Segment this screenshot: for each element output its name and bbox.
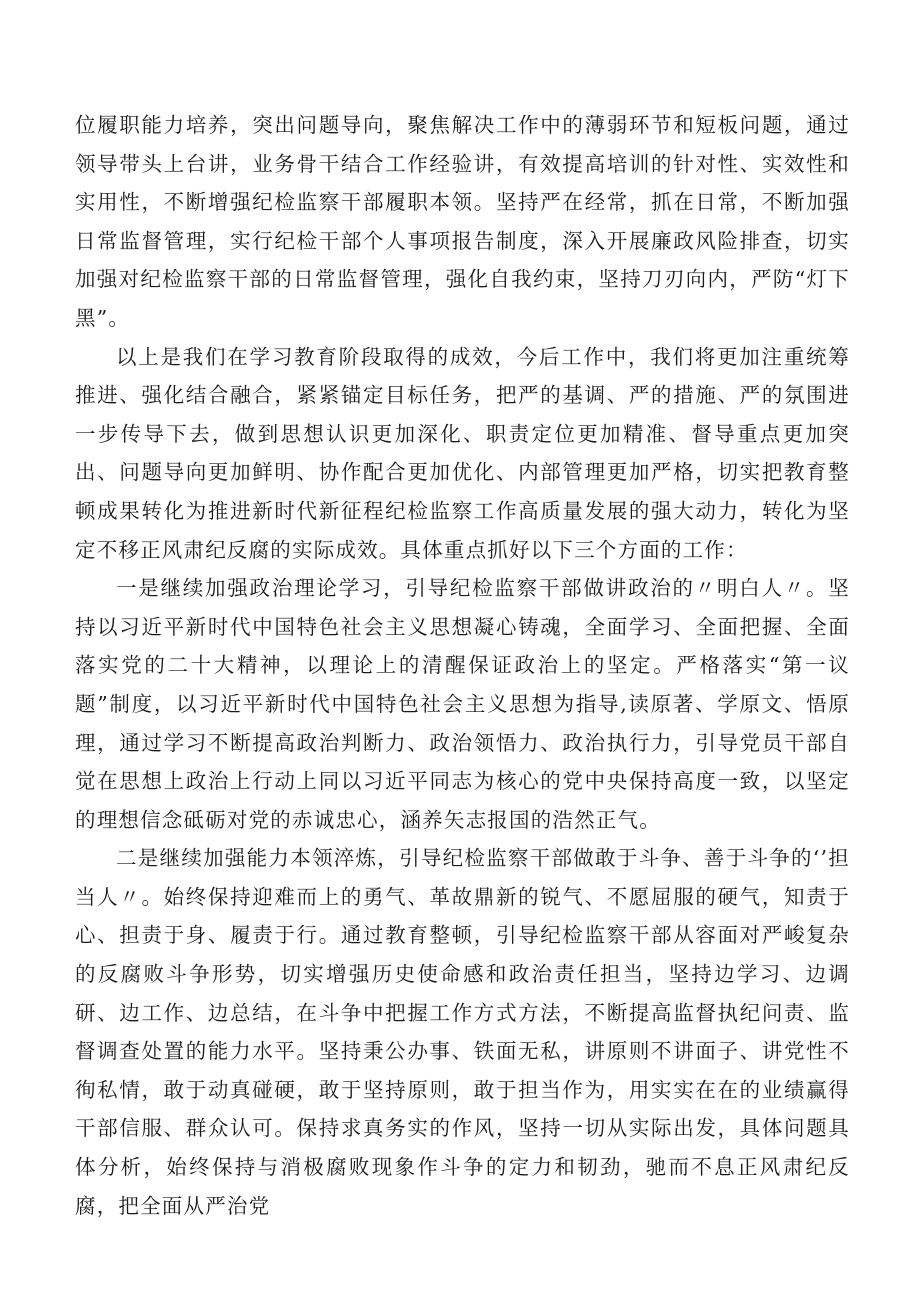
- paragraph-point-one: 一是继续加强政治理论学习，引导纪检监察干部做讲政治的〃明白人〃。坚持以习近平新时代中国特色社会主义思想凝心铸魂，全面学习、全面把握、全面落实党的二十大精神，以理论上的清醒保证政治上的坚定。严格落实“第一议题”制度，以习近平新时代中国特色社会主义思想为指导,读原著、学原文、悟原理，通过学习不断提高政治判断力、政治领悟力、政治执行力，引导党员干部自觉在思想上政治上行动上同以习近平同志为核心的党中央保持高度一致，以坚定的理想信念砥砺对党的赤诚忠心，涵养矢志报国的浩然正气。: [75, 576, 850, 832]
- paragraph-continuation: 位履职能力培养，突出问题导向，聚焦解决工作中的薄弱环节和短板问题，通过领导带头上台讲，业务骨干结合工作经验讲，有效提高培训的针对性、实效性和实用性，不断增强纪检监察干部履职本领。坚持严在经常，抓在日常，不断加强日常监督管理，实行纪检干部个人事项报告制度，深入开展廉政风险排查，切实加强对纪检监察干部的日常监督管理，强化自我约束，坚持刀刃向内，严防“灯下黑”。: [75, 113, 850, 330]
- paragraph-summary: 以上是我们在学习教育阶段取得的成效，今后工作中，我们将更加注重统筹推进、强化结合融合，紧紧锚定目标任务，把严的基调、严的措施、严的氛围进一步传导下去，做到思想认识更加深化、职责定位更加精准、督导重点更加突出、问题导向更加鲜明、协作配合更加优化、内部管理更加严格，切实把教育整顿成果转化为推进新时代新征程纪检监察工作高质量发展的强大动力，转化为坚定不移正风肃纪反腐的实际成效。具体重点抓好以下三个方面的工作：: [75, 344, 850, 562]
- paragraph-point-two: 二是继续加强能力本领淬炼，引导纪检监察干部做敢于斗争、善于斗争的‘’担当人〃。始终保持迎难而上的勇气、革故鼎新的锐气、不愿屈服的硬气，知责于心、担责于身、履责于行。通过教育整顿，引导纪检监察干部从容面对严峻复杂的反腐败斗争形势，切实增强历史使命感和政治责任担当，坚持边学习、边调研、边工作、边总结，在斗争中把握工作方式方法，不断提高监督执纪问责、监督调查处置的能力水平。坚持秉公办事、铁面无私，讲原则不讲面子、讲党性不徇私情，敢于动真碰硬，敢于坚持原则，敢于担当作为，用实实在在的业绩赢得干部信服、群众认可。保持求真务实的作风，坚持一切从实际出发，具体问题具体分析，始终保持与消极腐败现象作斗争的定力和韧劲，驰而不息正风肃纪反腐，把全面从严治党: [75, 846, 850, 1218]
